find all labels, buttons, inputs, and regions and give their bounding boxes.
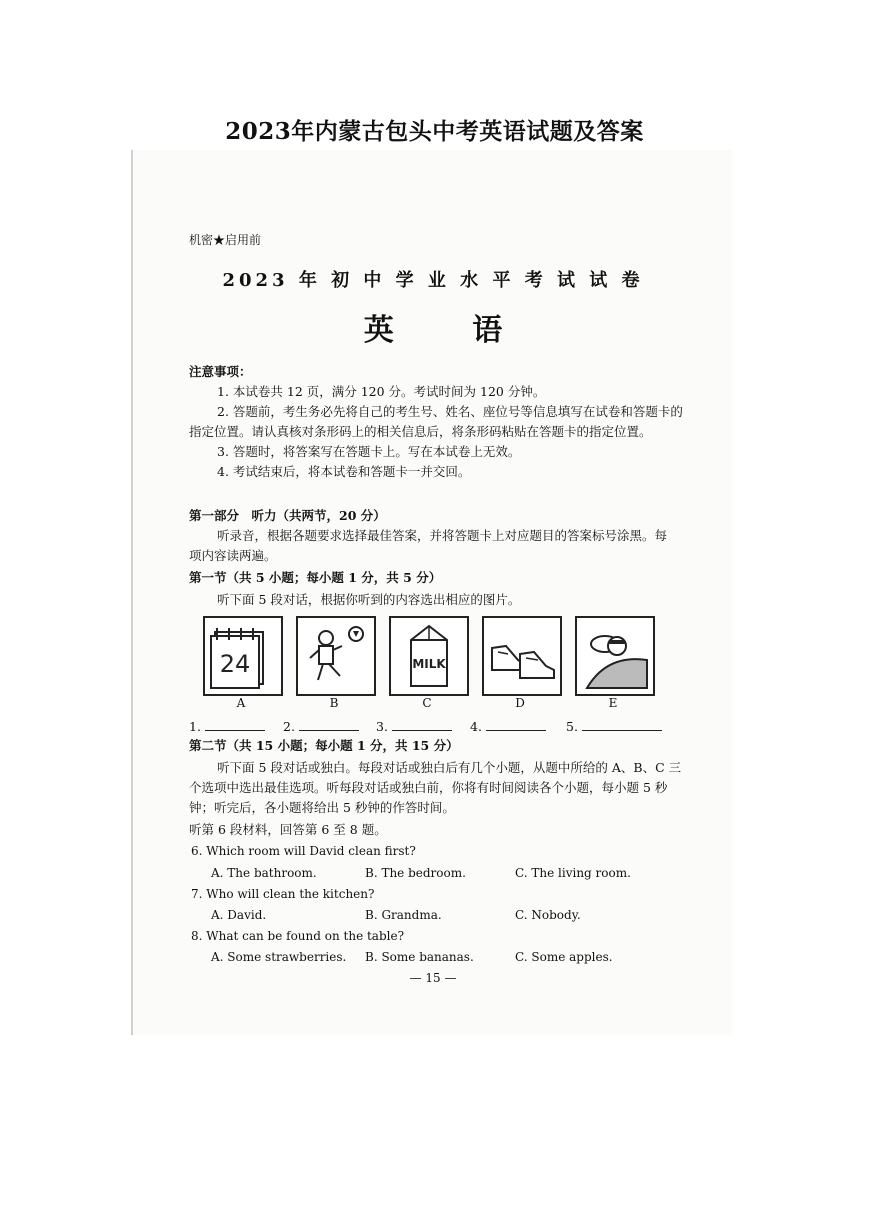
carton-label: MILK bbox=[412, 657, 446, 671]
section2-instruction: 个选项中选出最佳选项。听每段对话或独白前，你将有时间阅读各个小题，每小题 5 秒 bbox=[189, 780, 668, 795]
question-text: 6. Which room will David clean first? bbox=[191, 844, 416, 858]
confidential-label: 机密★启用前 bbox=[189, 233, 262, 247]
picture-options bbox=[203, 616, 693, 710]
option-a: A. The bathroom. bbox=[211, 866, 317, 880]
section1-heading: 第一节（共 5 小题；每小题 1 分，共 5 分） bbox=[189, 570, 442, 585]
part1-heading: 第一部分 听力（共两节，20 分） bbox=[189, 508, 386, 523]
option-a: A. David. bbox=[211, 908, 267, 922]
listen-instruction: 听第 6 段材料，回答第 6 至 8 题。 bbox=[189, 822, 387, 837]
notice-item: 指定位置。请认真核对条形码上的相关信息后，将条形码粘贴在答题卡的指定位置。 bbox=[189, 424, 652, 439]
answer-blank: 2. bbox=[283, 718, 359, 734]
notice-item: 1. 本试卷共 12 页，满分 120 分。考试时间为 120 分钟。 bbox=[217, 384, 546, 399]
answer-blank: 4. bbox=[470, 718, 546, 734]
notice-heading: 注意事项： bbox=[189, 364, 252, 379]
answer-blank: 5. bbox=[566, 718, 662, 734]
picture-label: B bbox=[329, 696, 339, 710]
question-text: 7. Who will clean the kitchen? bbox=[191, 887, 375, 901]
picture-label: A bbox=[236, 696, 246, 710]
page-number: — 15 — bbox=[409, 971, 457, 985]
picture-label: C bbox=[422, 696, 432, 710]
option-b: B. Some bananas. bbox=[365, 950, 474, 964]
sneakers-icon bbox=[482, 616, 562, 696]
subject-title: 英 语 bbox=[363, 313, 537, 348]
calendar-icon bbox=[203, 616, 283, 696]
sick-in-bed-icon bbox=[575, 616, 655, 696]
notice-item: 2. 答题前，考生务必先将自己的考生号、姓名、座位号等信息填写在试卷和答题卡的 bbox=[217, 404, 683, 419]
option-a: A. Some strawberries. bbox=[211, 950, 347, 964]
option-b: B. Grandma. bbox=[365, 908, 442, 922]
section1-instruction: 听下面 5 段对话，根据你听到的内容选出相应的图片。 bbox=[217, 592, 521, 607]
picture-label: D bbox=[515, 696, 525, 710]
document-title: 2023年内蒙古包头中考英语试题及答案 bbox=[225, 118, 644, 145]
boy-playing-soccer-icon bbox=[296, 616, 376, 696]
exam-title: 2023 年 初 中 学 业 水 平 考 试 试 卷 bbox=[222, 270, 644, 291]
scanned-exam-page bbox=[133, 150, 733, 1035]
notice-item: 3. 答题时，将答案写在答题卡上。写在本试卷上无效。 bbox=[217, 444, 521, 459]
question-text: 8. What can be found on the table? bbox=[191, 929, 405, 943]
answer-blank: 3. bbox=[376, 718, 452, 734]
notice-item: 4. 考试结束后，将本试卷和答题卡一并交回。 bbox=[217, 464, 471, 479]
option-b: B. The bedroom. bbox=[365, 866, 466, 880]
milk-carton-icon bbox=[389, 616, 469, 696]
section2-instruction: 钟；听完后，各小题将给出 5 秒钟的作答时间。 bbox=[189, 800, 455, 815]
section2-heading: 第二节（共 15 小题；每小题 1 分，共 15 分） bbox=[189, 738, 459, 753]
calendar-date: 24 bbox=[219, 650, 251, 678]
picture-label: E bbox=[608, 696, 618, 710]
part1-instruction: 项内容读两遍。 bbox=[189, 548, 277, 563]
section2-instruction: 听下面 5 段对话或独白。每段对话或独白后有几个小题，从题中所给的 A、B、C 三 bbox=[217, 760, 682, 775]
option-c: C. The living room. bbox=[515, 866, 631, 880]
answer-blank: 1. bbox=[189, 718, 265, 734]
part1-instruction: 听录音，根据各题要求选择最佳答案，并将答题卡上对应题目的答案标号涂黑。每 bbox=[217, 528, 668, 543]
option-c: C. Nobody. bbox=[515, 908, 581, 922]
option-c: C. Some apples. bbox=[515, 950, 613, 964]
